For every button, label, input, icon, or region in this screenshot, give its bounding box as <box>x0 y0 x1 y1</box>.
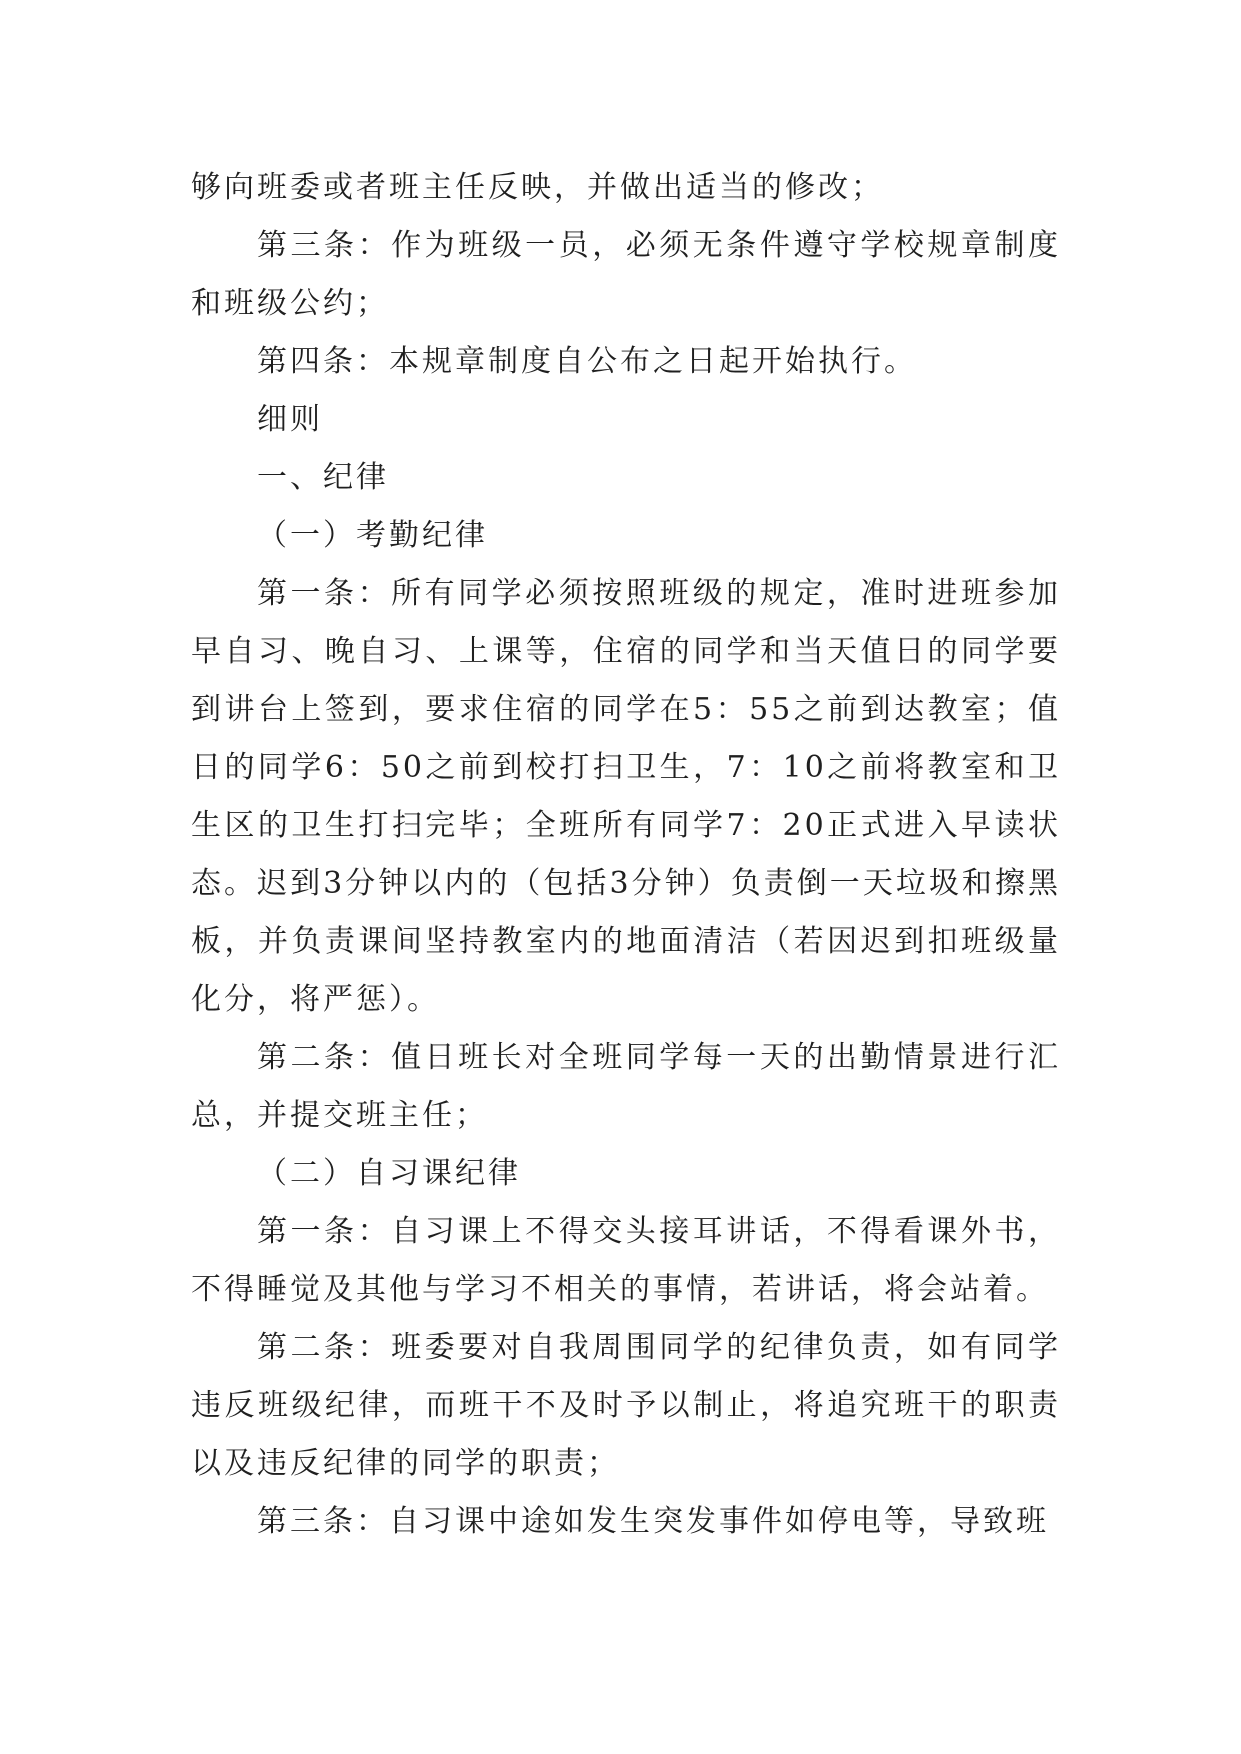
paragraph-article-4: 第四条：本规章制度自公布之日起开始执行。 <box>257 344 917 379</box>
paragraph-self-study-article-2: 第二条：班委要对自我周围同学的纪律负责，如有同学违反班级纪律，而班干不及时予以制止，将追究班干的职责以及违反纪律的同学的职责； <box>191 1330 1061 1481</box>
paragraph-article-3: 第三条：作为班级一员，必须无条件遵守学校规章制度和班级公约； <box>191 228 1061 321</box>
paragraph-self-study-article-3: 第三条：自习课中途如发生突发事件如停电等，导致班 <box>257 1504 1049 1539</box>
section-heading-discipline: 一、纪律 <box>257 460 389 495</box>
paragraph-self-study-article-1: 第一条：自习课上不得交头接耳讲话，不得看课外书，不得睡觉及其他与学习不相关的事情，若讲话，将会站着。 <box>191 1214 1061 1307</box>
subsection-heading-attendance: （一）考勤纪律 <box>257 518 488 553</box>
document-body <box>191 159 1061 1551</box>
paragraph-attendance-article-2: 第二条：值日班长对全班同学每一天的出勤情景进行汇总，并提交班主任； <box>191 1040 1061 1133</box>
section-heading-details: 细则 <box>257 402 323 437</box>
subsection-heading-self-study: （二）自习课纪律 <box>257 1156 521 1191</box>
paragraph-attendance-article-1: 第一条：所有同学必须按照班级的规定，准时进班参加早自习、晚自习、上课等，住宿的同学和当天值日的同学要到讲台上签到，要求住宿的同学在5：55之前到达教室；值日的同学6：50之前到校打扫卫生，7：10之前将教室和卫生区的卫生打扫完毕；全班所有同学7：20正式进入早读状态。迟到3分钟以内的（包括3分钟）负责倒一天垃圾和擦黑板，并负责课间坚持教室内的地面清洁（若因迟到扣班级量化分，将严惩）。 <box>191 576 1061 1017</box>
paragraph-continuation: 够向班委或者班主任反映，并做出适当的修改； <box>191 170 884 205</box>
